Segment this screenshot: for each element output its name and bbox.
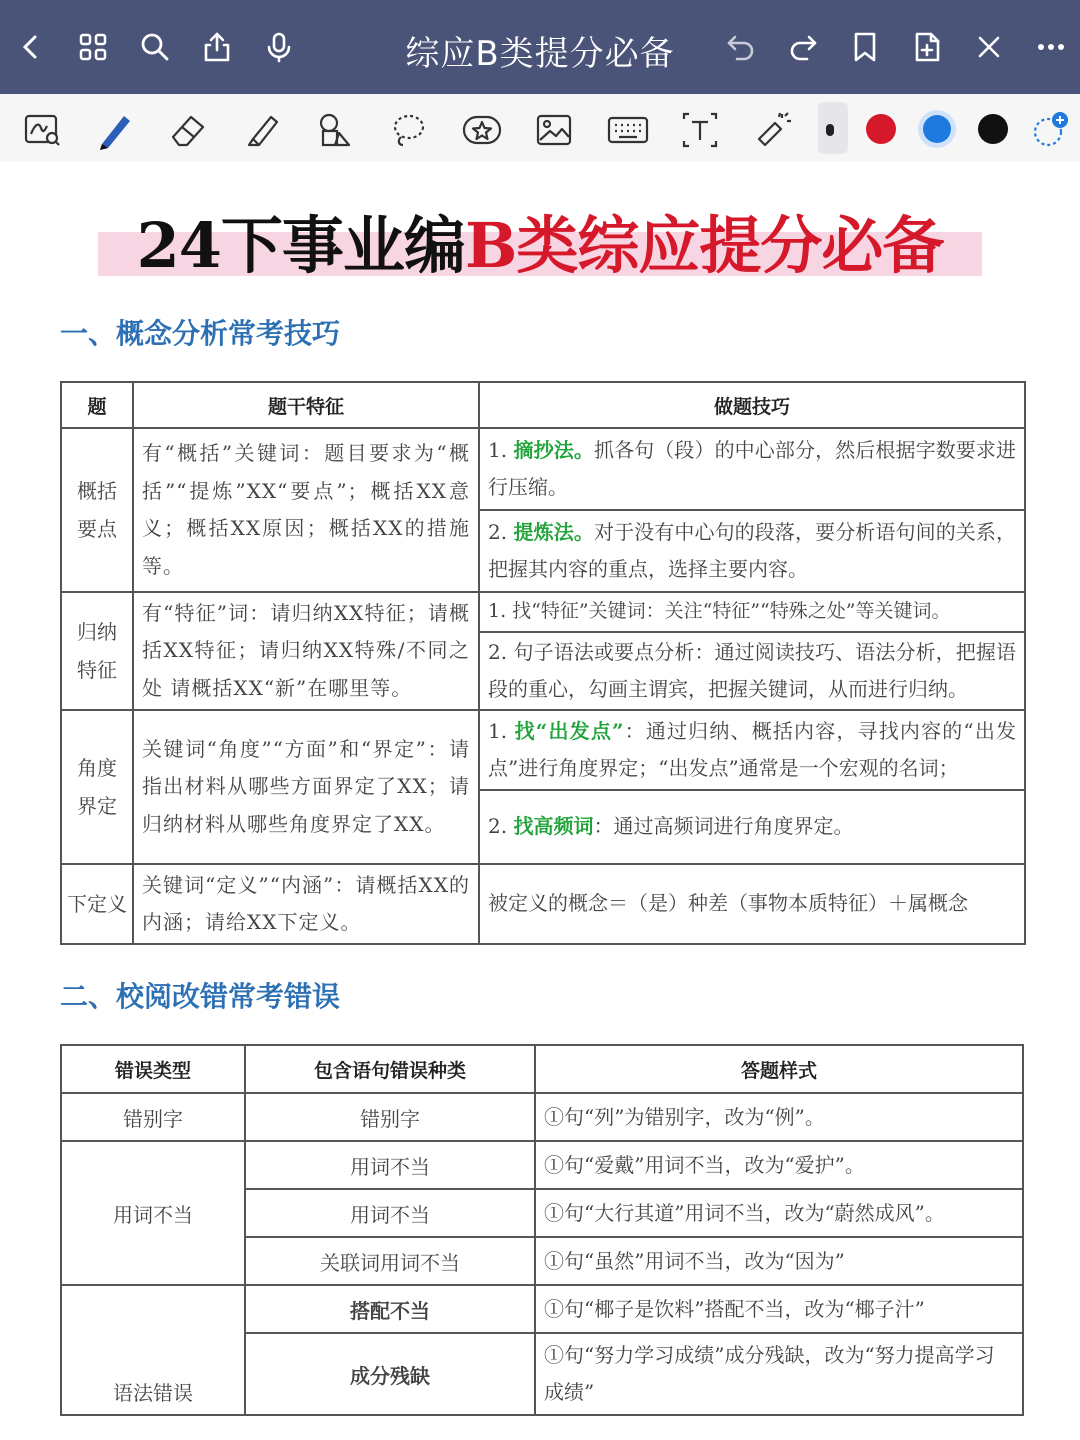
- grid-icon[interactable]: [68, 22, 118, 72]
- error-kind-cell: 关联词用词不当: [245, 1237, 535, 1285]
- error-type-cell: 语法错误: [61, 1285, 245, 1415]
- tip-number: 2.: [488, 519, 514, 544]
- header-cell: 包含语句错误种类: [245, 1045, 535, 1093]
- tip-cell: [479, 790, 1025, 864]
- tip-cell: [479, 710, 1025, 790]
- proofreading-table: [60, 1044, 1024, 1416]
- tip-number: 2.: [488, 814, 514, 839]
- header-cell: 做题技巧: [479, 382, 1025, 428]
- table-header-row: [61, 1045, 1023, 1093]
- error-type-cell: 用词不当: [61, 1141, 245, 1285]
- title-black-part: 24下事业编: [136, 209, 465, 282]
- title-red-part: B类综应提分必备: [464, 209, 944, 282]
- table-row: [61, 592, 1025, 632]
- back-icon[interactable]: [6, 22, 56, 72]
- feature-cell: 有“特征”词：请归纳XX特征；请概括XX特征；请归纳XX特殊/不同之处 请概括XX“新”在哪里等。: [133, 592, 479, 710]
- tip-cell: [479, 864, 1025, 944]
- tip-text: 找“特征”关键词：关注“特征”“特殊之处”等关键词。: [512, 600, 951, 623]
- table-row: [61, 710, 1025, 790]
- image-icon[interactable]: [528, 104, 580, 156]
- tip-keyword: 摘抄法。: [513, 437, 594, 462]
- tip-cell: [479, 632, 1025, 710]
- document-title: [0, 196, 1080, 285]
- error-kind-cell: 用词不当: [245, 1189, 535, 1237]
- add-page-icon[interactable]: [902, 22, 952, 72]
- category-cell: 概括要点: [61, 428, 133, 592]
- share-icon[interactable]: [192, 22, 242, 72]
- error-kind-cell: 用词不当: [245, 1141, 535, 1189]
- tip-text: ：通过高频词进行角度界定。: [593, 814, 854, 839]
- answer-cell: ①句“爱戴”用词不当，改为“爱护”。: [535, 1141, 1023, 1189]
- category-cell: 角度界定: [61, 710, 133, 864]
- header-cell: 答题样式: [535, 1045, 1023, 1093]
- tip-text: 对于没有中心句的段落，要分析语句间的关系，把握其内容的重点，选择主要内容。: [488, 519, 1017, 581]
- color-black-swatch[interactable]: [978, 114, 1008, 144]
- tip-number: 2.: [488, 639, 514, 664]
- color-picker-small-dot[interactable]: [826, 124, 834, 136]
- header-cell: 题: [61, 382, 133, 428]
- answer-cell: ①句“椰子是饮料”搭配不当，改为“椰子汁”: [535, 1285, 1023, 1333]
- bookmark-icon[interactable]: [840, 22, 890, 72]
- tip-keyword: 找高频词: [513, 814, 594, 839]
- error-type-cell: 错别字: [61, 1093, 245, 1141]
- tip-cell: [479, 428, 1025, 510]
- concept-analysis-table: [60, 381, 1026, 945]
- table-header-row: [61, 382, 1025, 428]
- app-title-bar: [0, 0, 1080, 94]
- feature-cell: 有“概括”关键词：题目要求为“概括”“提炼”XX“要点”；概括XX意义；概括XX原因；概括XX的措施等。: [133, 428, 479, 592]
- shapes-icon[interactable]: [308, 104, 360, 156]
- section-heading-2: 二、校阅改错常考错误: [60, 980, 341, 1013]
- mic-icon[interactable]: [254, 22, 304, 72]
- color-red-swatch[interactable]: [866, 114, 896, 144]
- header-cell: 题干特征: [133, 382, 479, 428]
- answer-cell: ①句“列”为错别字，改为“例”。: [535, 1093, 1023, 1141]
- table-row: [61, 1285, 1023, 1333]
- color-blue-selected: [923, 115, 951, 143]
- answer-cell: ①句“大行其道”用词不当，改为“蔚然成风”。: [535, 1189, 1023, 1237]
- table-row: [61, 1141, 1023, 1189]
- tip-cell: [479, 510, 1025, 592]
- category-cell: 归纳特征: [61, 592, 133, 710]
- tip-text: 被定义的概念＝（是）种差（事物本质特征）＋属概念: [488, 891, 968, 916]
- text-box-icon[interactable]: [674, 104, 726, 156]
- error-kind-cell: 搭配不当: [245, 1285, 535, 1333]
- tip-text: ：通过归纳、概括内容，寻找内容的“出发点”进行角度界定；“出发点”通常是一个宏观的名词；: [488, 718, 1016, 780]
- keyboard-icon[interactable]: [602, 104, 654, 156]
- close-icon[interactable]: [964, 22, 1014, 72]
- table-row: [61, 1093, 1023, 1141]
- section-heading-1: 一、概念分析常考技巧: [60, 317, 341, 350]
- table-row: [61, 864, 1025, 944]
- app-title: 综应B类提分必备: [405, 34, 675, 74]
- error-kind-cell: 成分残缺: [245, 1333, 535, 1415]
- table-row: [61, 428, 1025, 510]
- tip-number: 1.: [488, 600, 513, 623]
- answer-cell: ①句“努力学习成绩”成分残缺，改为“努力提高学习成绩”: [535, 1333, 1023, 1415]
- pen-icon[interactable]: [88, 104, 140, 156]
- custom-color-icon[interactable]: [1030, 110, 1070, 150]
- tip-cell: [479, 592, 1025, 632]
- undo-icon[interactable]: [716, 22, 766, 72]
- sticker-icon[interactable]: [456, 104, 508, 156]
- error-kind-cell: 错别字: [245, 1093, 535, 1141]
- search-icon[interactable]: [130, 22, 180, 72]
- header-cell: 错误类型: [61, 1045, 245, 1093]
- feature-cell: 关键词“定义”“内涵”：请概括XX的内涵；请给XX下定义。: [133, 864, 479, 944]
- category-cell: 下定义: [61, 864, 133, 944]
- eraser-icon[interactable]: [162, 104, 214, 156]
- redo-icon[interactable]: [778, 22, 828, 72]
- more-icon[interactable]: [1026, 22, 1076, 72]
- handwriting-search-icon[interactable]: [16, 104, 68, 156]
- lasso-icon[interactable]: [382, 104, 434, 156]
- color-blue-swatch[interactable]: [918, 110, 956, 148]
- tip-keyword: 提炼法。: [513, 519, 594, 544]
- tip-keyword: 找“出发点”: [514, 718, 624, 743]
- tip-text: 抓各句（段）的中心部分，然后根据字数要求进行压缩。: [488, 437, 1017, 499]
- answer-cell: ①句“虽然”用词不当，改为“因为”: [535, 1237, 1023, 1285]
- tip-number: 1.: [488, 718, 515, 743]
- pen-toolbar: [0, 94, 1080, 162]
- highlighter-icon[interactable]: [236, 104, 288, 156]
- tip-text: 句子语法或要点分析：通过阅读技巧、语法分析，把握语段的重心，勾画主谓宾，把握关键词，从而进行归纳。: [488, 639, 1016, 701]
- tip-number: 1.: [488, 437, 514, 462]
- feature-cell: 关键词“角度”“方面”和“界定”：请指出材料从哪些方面界定了XX；请归纳材料从哪些角度界定了XX。: [133, 710, 479, 864]
- laser-pointer-icon[interactable]: [746, 104, 798, 156]
